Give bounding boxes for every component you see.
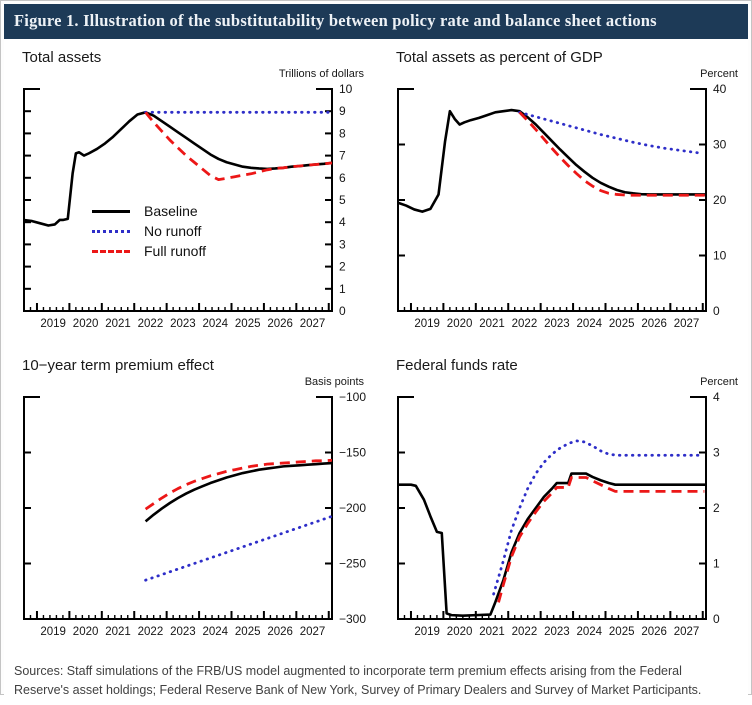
- svg-text:20: 20: [713, 193, 727, 207]
- svg-text:1: 1: [339, 281, 346, 296]
- svg-text:2025: 2025: [608, 626, 635, 638]
- axis-unit-label: Basis points: [304, 376, 364, 388]
- sources-note: Sources: Staff simulations of the FRB/US model augmented to incorporate term premium effects arising from the Federal Reserve's asset holdings; Federal Reserve Bank of New York, Survey of Primary Dealers and Survey of Market Participants.: [4, 655, 748, 705]
- svg-text:10: 10: [713, 248, 727, 263]
- figure-title: Figure 1. Illustration of the substitutability between policy rate and balance sheet actions: [14, 11, 657, 30]
- svg-text:2021: 2021: [479, 318, 505, 330]
- charts-grid: [4, 39, 748, 655]
- svg-text:2023: 2023: [544, 318, 570, 330]
- legend-label: No runoff: [144, 223, 202, 239]
- svg-text:0: 0: [713, 612, 720, 626]
- svg-text:9: 9: [339, 104, 346, 119]
- svg-text:2023: 2023: [170, 318, 196, 330]
- chart-panel-term-premium: [8, 353, 374, 655]
- chart-panel-assets-pct-gdp: [382, 45, 748, 347]
- svg-text:2021: 2021: [105, 318, 131, 330]
- svg-text:2021: 2021: [105, 626, 131, 638]
- svg-text:2023: 2023: [544, 626, 570, 638]
- svg-text:2020: 2020: [72, 318, 99, 330]
- svg-text:2019: 2019: [414, 626, 440, 638]
- chart-title: Total assets as percent of GDP: [396, 49, 603, 66]
- svg-text:2: 2: [713, 501, 720, 515]
- chart-legend: [92, 201, 206, 261]
- svg-text:30: 30: [713, 137, 727, 152]
- axis-unit-label: Percent: [700, 376, 738, 388]
- fed-funds-chart: [382, 353, 748, 655]
- svg-text:2024: 2024: [576, 318, 603, 330]
- svg-text:2024: 2024: [202, 626, 229, 638]
- svg-text:6: 6: [339, 170, 346, 185]
- svg-text:2027: 2027: [673, 626, 700, 638]
- svg-text:−250: −250: [339, 556, 367, 571]
- svg-text:−150: −150: [339, 445, 367, 460]
- svg-text:3: 3: [339, 237, 346, 252]
- legend-label: Baseline: [144, 203, 198, 219]
- svg-text:2027: 2027: [299, 626, 326, 638]
- svg-text:8: 8: [339, 126, 346, 141]
- svg-text:2019: 2019: [40, 626, 66, 638]
- svg-text:2022: 2022: [137, 318, 164, 330]
- svg-text:−300: −300: [339, 612, 367, 626]
- svg-text:2024: 2024: [202, 318, 229, 330]
- svg-text:4: 4: [713, 390, 720, 404]
- svg-text:−100: −100: [339, 390, 367, 404]
- chart-title: Federal funds rate: [396, 357, 518, 374]
- svg-text:2025: 2025: [608, 318, 635, 330]
- legend-item-no-runoff: [92, 221, 206, 241]
- svg-text:7: 7: [339, 148, 346, 163]
- svg-text:2022: 2022: [137, 626, 164, 638]
- svg-text:2: 2: [339, 259, 346, 274]
- svg-text:2020: 2020: [72, 626, 99, 638]
- axis-unit-label: Percent: [700, 68, 738, 80]
- assets-pct-gdp-chart: [382, 45, 748, 347]
- axis-unit-label: Trillions of dollars: [278, 68, 364, 80]
- svg-text:2026: 2026: [641, 318, 667, 330]
- svg-text:−200: −200: [339, 501, 367, 515]
- legend-item-baseline: [92, 201, 206, 221]
- svg-text:2019: 2019: [414, 318, 440, 330]
- svg-text:5: 5: [339, 193, 346, 207]
- svg-text:10: 10: [339, 82, 353, 96]
- svg-text:0: 0: [339, 304, 346, 318]
- svg-text:2025: 2025: [234, 318, 261, 330]
- svg-text:2019: 2019: [40, 318, 66, 330]
- baseline-line-sample: [92, 210, 130, 213]
- svg-text:2026: 2026: [641, 626, 667, 638]
- svg-text:2027: 2027: [673, 318, 700, 330]
- svg-text:2022: 2022: [511, 318, 538, 330]
- chart-title: 10−year term premium effect: [22, 357, 214, 374]
- svg-text:2020: 2020: [446, 626, 473, 638]
- full-runoff-line-sample: [92, 250, 130, 253]
- no-runoff-line-sample: [92, 230, 130, 233]
- svg-text:2025: 2025: [234, 626, 261, 638]
- chart-panel-total-assets: [8, 45, 374, 347]
- svg-text:2021: 2021: [479, 626, 505, 638]
- legend-item-full-runoff: [92, 241, 206, 261]
- svg-text:4: 4: [339, 215, 346, 230]
- svg-text:2027: 2027: [299, 318, 326, 330]
- chart-panel-fed-funds: [382, 353, 748, 655]
- svg-text:2023: 2023: [170, 626, 196, 638]
- svg-text:2026: 2026: [267, 318, 293, 330]
- term-premium-chart: [8, 353, 374, 655]
- svg-text:40: 40: [713, 82, 727, 96]
- svg-text:2026: 2026: [267, 626, 293, 638]
- svg-text:2022: 2022: [511, 626, 538, 638]
- svg-text:1: 1: [713, 556, 720, 571]
- chart-title: Total assets: [22, 49, 102, 66]
- svg-text:2024: 2024: [576, 626, 603, 638]
- figure-title-bar: [4, 4, 748, 39]
- svg-text:3: 3: [713, 445, 720, 460]
- svg-text:0: 0: [713, 304, 720, 318]
- svg-text:2020: 2020: [446, 318, 473, 330]
- legend-label: Full runoff: [144, 243, 206, 259]
- total-assets-chart: [8, 45, 374, 347]
